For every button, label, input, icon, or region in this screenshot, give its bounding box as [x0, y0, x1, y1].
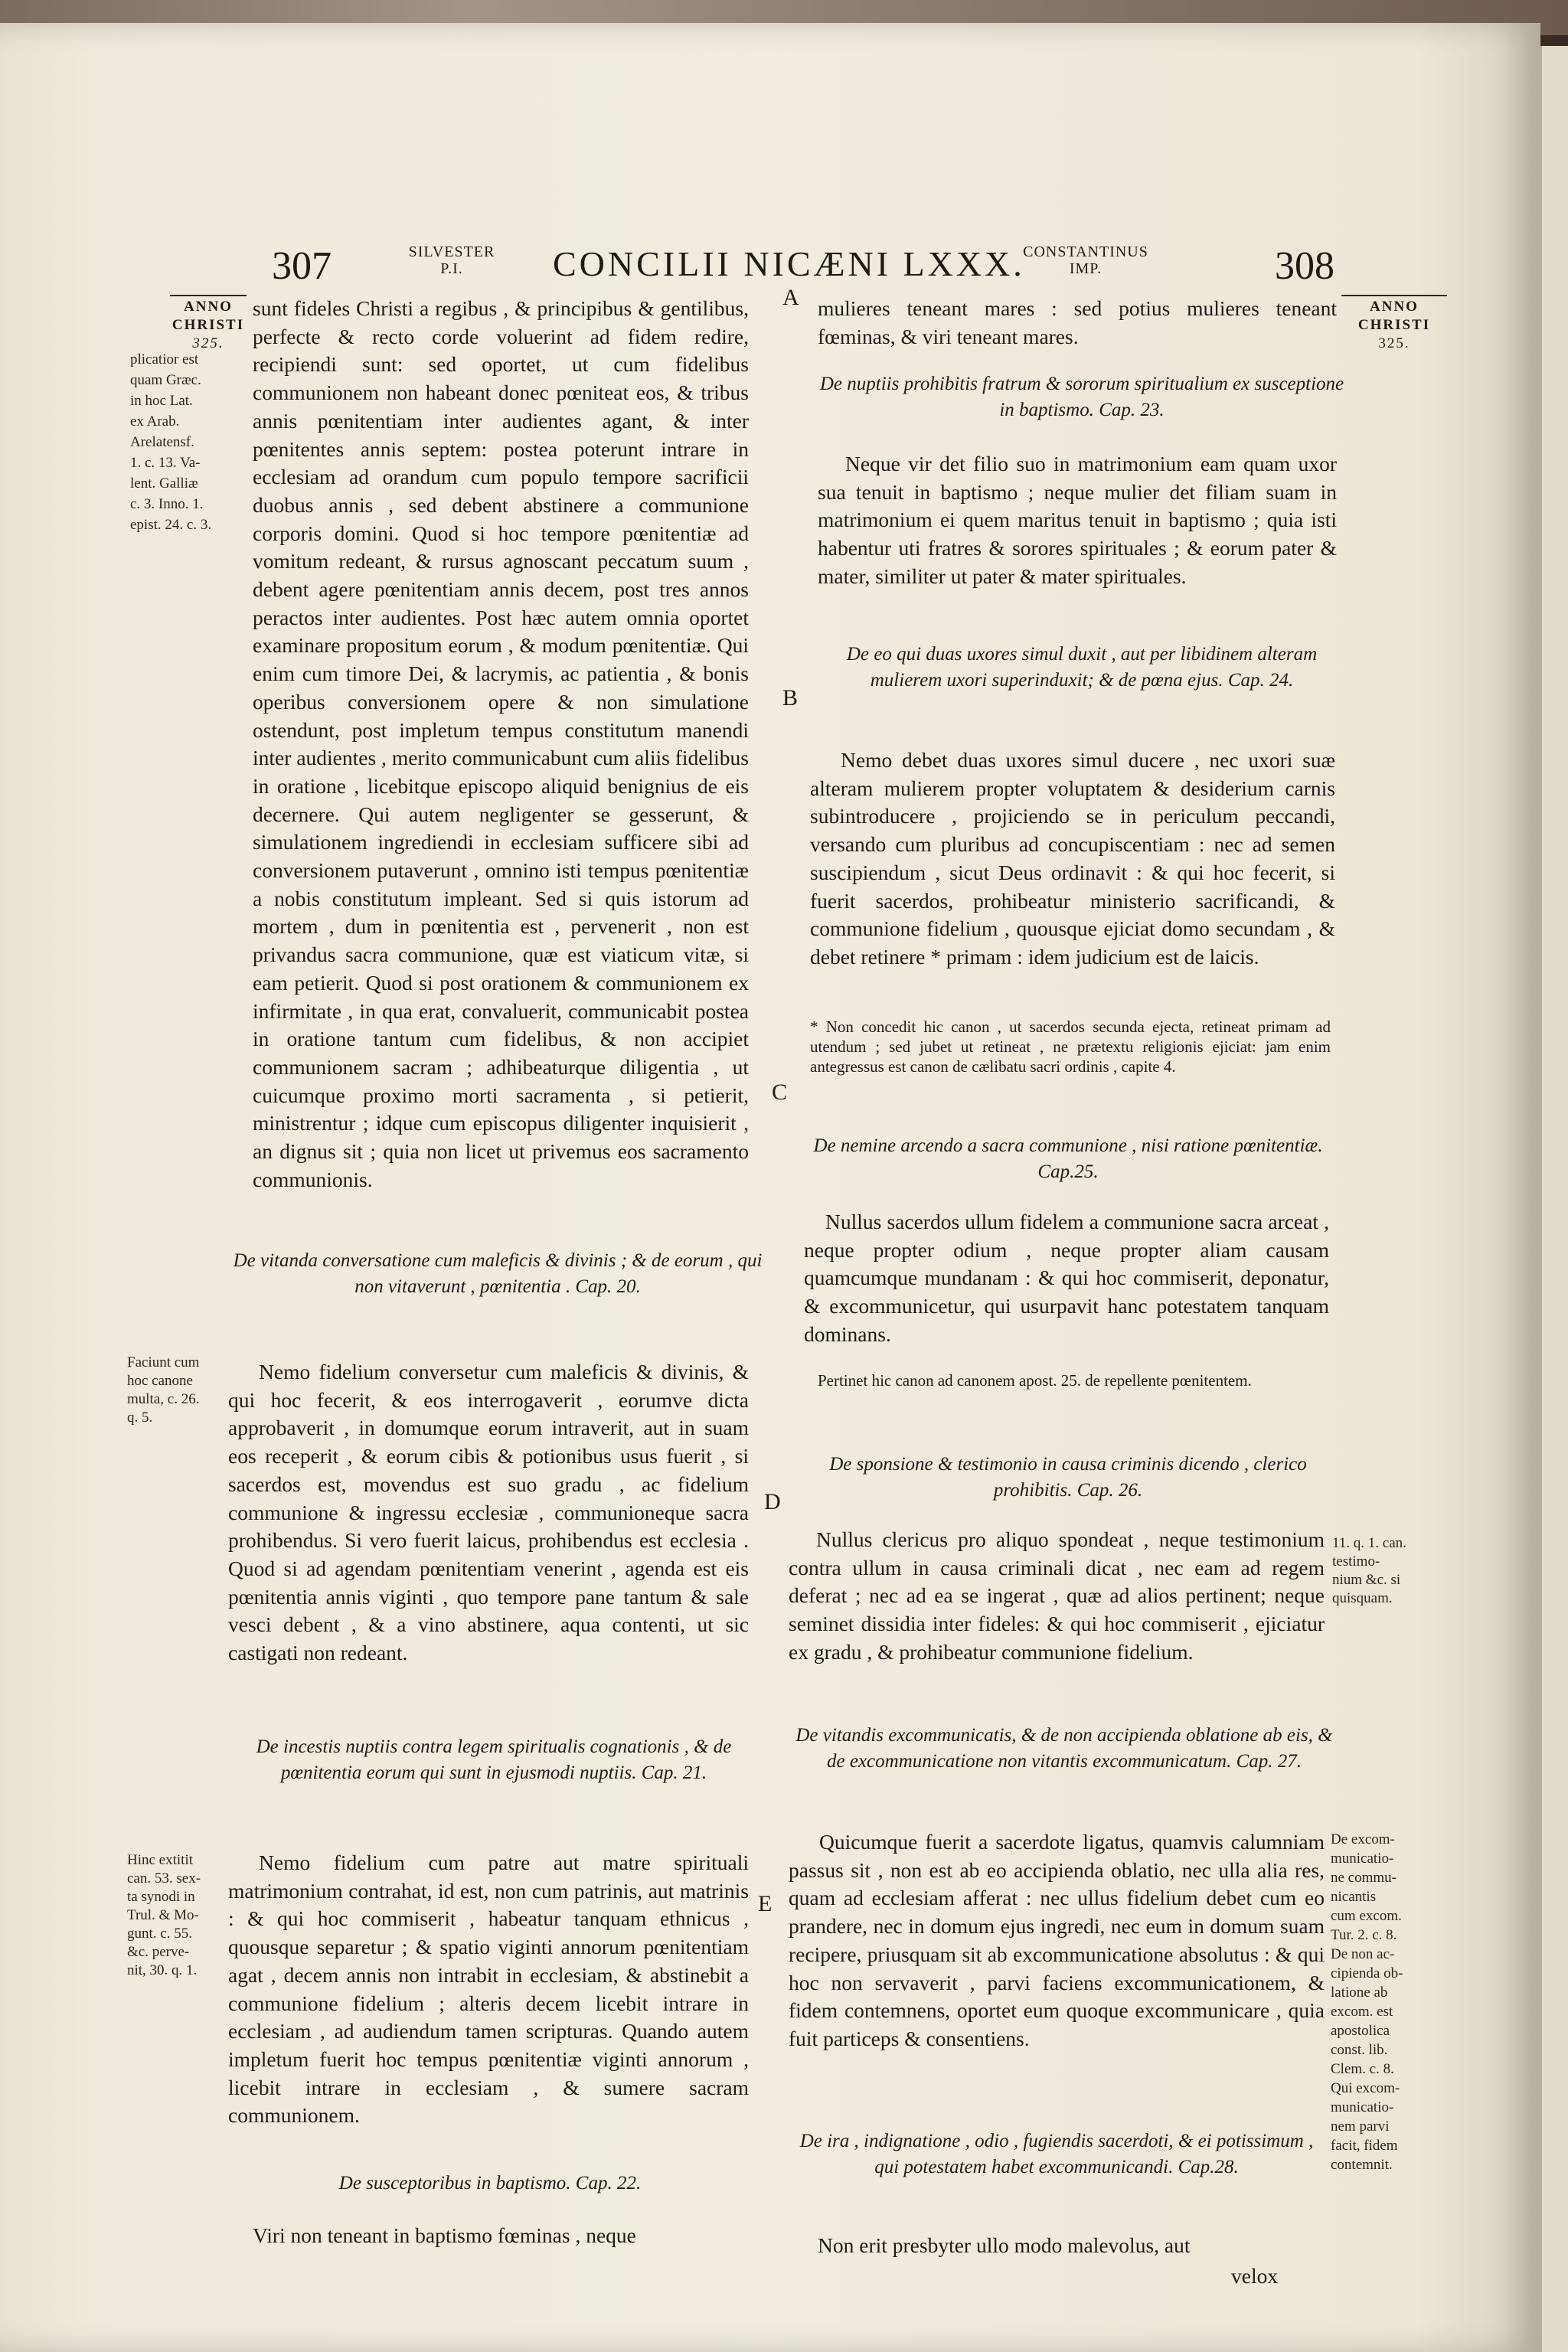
heading-cap-20: De vitanda conversatione cum maleficis & divinis ; & de eorum , qui non vitaverunt , pœnitentia . Cap. 20. [233, 1250, 763, 1297]
heading-cap-28: De ira , indignatione , odio , fugiendis sacerdoti, & ei potissimum , qui potestatem habet excommunicandi. Cap.28. [799, 2131, 1314, 2177]
margin-line: gunt. c. 55. [127, 1926, 192, 1942]
margin-line: epist. 24. c. 3. [130, 517, 212, 533]
next-page-edge [1540, 46, 1568, 2352]
margin-line: contemnit. [1331, 2157, 1393, 2173]
margin-line: cum excom. [1331, 1908, 1402, 1924]
right-column-para-27 [789, 1828, 1325, 2053]
paragraph-text: mulieres teneant mares : sed potius mulieres teneant fœminas, & viri teneant mares. [818, 296, 1337, 348]
margin-line: testimo- [1332, 1553, 1380, 1570]
margin-line: hoc canone [127, 1373, 193, 1389]
running-title: CONCILII NICÆNI LXXX. [553, 244, 1025, 283]
running-head-right [1009, 243, 1162, 277]
right-column-para-28 [818, 2232, 1331, 2260]
margin-line: Arelatensf. [130, 434, 194, 450]
margin-line: De excom- [1331, 1831, 1395, 1847]
anno-line: ANNO [184, 299, 233, 315]
margin-line: Tur. 2. c. 8. [1331, 1927, 1397, 1943]
margin-line: ne commu- [1331, 1870, 1397, 1886]
margin-line: Hinc extitit [127, 1852, 194, 1868]
margin-line: cipienda ob- [1331, 1965, 1403, 1981]
right-column-para-25 [804, 1208, 1329, 1349]
running-head-right-line: IMP. [1069, 260, 1102, 277]
margin-line: latione ab [1331, 1984, 1388, 2001]
margin-line: 11. q. 1. can. [1332, 1535, 1406, 1551]
margin-line: ta synodi in [127, 1889, 195, 1905]
margin-line: lent. Galliæ [130, 475, 198, 492]
anno-line: 325. [192, 335, 224, 351]
heading-cap-26: De sponsione & testimonio in causa criminis dicendo , clerico prohibitis. Cap. 26. [829, 1454, 1307, 1501]
right-column-para-24 [810, 746, 1335, 972]
left-column-para-22 [253, 2222, 758, 2250]
margin-line: plicatior est [130, 351, 199, 368]
right-column-para-23 [818, 450, 1337, 591]
paragraph-text: Nemo fidelium cum patre aut matre spirituali matrimonium contrahat, id est, non cum patrinis, aut matrinis : & qui hoc commiserit , habeatur tanquam ethnicus , quousque separetur ; & spatio viginti annorum pœnitentiam agat , decem annis non intrabit in ecclesiam, & abstinebit a communione fidelium ; alteris decem licebit intrare in ecclesiam , ad audiendum tamen scripturas. Quando autem impletum fuerit hoc tempus pœnitentiæ viginti annorum , licebit intrare in ecclesiam , & sumere sacram communionem. [228, 1851, 749, 2128]
margin-line: nem parvi [1331, 2118, 1390, 2135]
margin-line: Qui excom- [1331, 2080, 1400, 2096]
margin-line: in hoc Lat. [130, 393, 193, 409]
margin-line: facit, fidem [1331, 2138, 1398, 2154]
section-letter-d: D [764, 1489, 781, 1514]
margin-line: nicantis [1331, 1889, 1377, 1905]
margin-note-top-left [130, 349, 237, 535]
section-letter-b: B [782, 685, 799, 710]
margin-line: nium &c. si [1332, 1572, 1401, 1588]
section-letter-c: C [772, 1080, 788, 1105]
margin-line: quam Græc. [130, 372, 201, 388]
margin-note-cap-20 [127, 1354, 227, 1427]
paragraph-text: Non erit presbyter ullo modo malevolus, aut [818, 2233, 1191, 2257]
heading-cap-27: De vitandis excommunicatis, & de non accipienda oblatione ab eis, & de excommunicatione non vitantis excommunicatum. Cap. 27. [795, 1725, 1333, 1772]
margin-note-cap-26 [1332, 1534, 1439, 1608]
section-letter-a: A [782, 285, 799, 310]
margin-line: Clem. c. 8. [1331, 2061, 1394, 2077]
margin-line: can. 53. sex- [127, 1870, 201, 1886]
anno-christi-left [170, 295, 247, 353]
paragraph-text: Nemo debet duas uxores simul ducere , nec uxori suæ alteram mulierem propter voluptatem & desiderium carnis subintroducere , projiciendo se in periculum peccandi, versando cum pluribus ad concupiscentiam : nec ad semen suscipiendum , sicut Deus ordinavit : & qui hoc fecerit, si fuerit sacerdos, prohibeatur ministerio sacrificandi, & communione fidelium , quousque ejiciat domo secundam , & debet retinere * primam : idem judicium est de laicis. [810, 748, 1335, 969]
paragraph-text: Quicumque fuerit a sacerdote ligatus, quamvis calumniam passus sit , non est ab eo accipienda oblatio, nec ulla alia res, quam ad ecclesiam afferat : nec ullus fidelium debet cum eo prandere, nec in domum ejus ingredi, nec eum in domum suam recipere, priusquam sit ab excommunicatione absolutus : & qui hoc non servaverit , parvi faciens excommunicationem, & fidem contemnens, oportet eum quoque excommunicare , quia fuit particeps & consentiens. [789, 1830, 1325, 2050]
right-column-para-a [818, 295, 1337, 351]
margin-line: ex Arab. [130, 413, 180, 430]
margin-line: c. 3. Inno. 1. [130, 496, 204, 512]
heading-cap-22: De susceptoribus in baptismo. Cap. 22. [338, 2173, 642, 2194]
paragraph-text: Viri non teneant in baptismo fœminas , neque [253, 2223, 636, 2247]
running-head-left-line: SILVESTER [408, 243, 495, 260]
heading-cap-24: De eo qui duas uxores simul duxit , aut per libidinem alteram mulierem uxori superinduxit; & de pœna ejus. Cap. 24. [846, 644, 1318, 691]
margin-line: municatio- [1331, 2099, 1394, 2115]
margin-line: De non ac- [1331, 1946, 1395, 1962]
left-column-para-1 [253, 295, 749, 1194]
margin-note-cap-27 [1331, 1830, 1438, 2174]
page-number-right: 308 [1275, 244, 1334, 288]
heading-cap-23: De nuptiis prohibitis fratrum & sororum spiritualium ex susceptione in baptismo. Cap. 23. [819, 374, 1344, 420]
paragraph-text: Neque vir det filio suo in matrimonium eam quam uxor sua tenuit in baptismo ; neque mulier det filiam suam in matrimonium ei quem maritus tenuit in baptismo ; quia isti habentur uti fratres & sorores spirituales ; & eorum pater & mater, similiter ut pater & mater spirituales. [818, 452, 1337, 588]
margin-line: const. lib. [1331, 2042, 1388, 2058]
anno-line: CHRISTI [1357, 317, 1431, 333]
running-head-right-line: CONSTANTINUS [1023, 243, 1148, 260]
paragraph-text: Nemo fidelium conversetur cum maleficis & divinis, & qui hoc fecerit, & eos interrogaverit , eorumve dicta approbaverit , in domumque eorum intraverit, aut in suam eos receperit , & eorum cibis & potionibus usus fuerit , si sacerdos est, movendus est suo gradu , ac fidelium communione & ingressu ecclesiæ , communioneque sacra prohibendus. Si vero fuerit laicus, prohibendus est ecclesia . Quod si ad agendam pœnitentiam venerint , agenda est eis pœnitentia annis viginti , quo tempore pane tantum & sale vesci debent , & a vino abstinere, aqua contenti, ut sic castigati non redeant. [228, 1360, 749, 1665]
margin-line: quisquam. [1332, 1590, 1393, 1606]
margin-line: q. 5. [127, 1410, 153, 1426]
anno-line: 325. [1378, 335, 1410, 351]
margin-note-cap-21 [127, 1851, 227, 1980]
footnote-cap-25: Pertinet hic canon ad canonem apost. 25. de repellente pœnitentem. [818, 1371, 1252, 1390]
left-column-para-21 [228, 1849, 749, 2130]
margin-line: &c. perve- [127, 1944, 190, 1960]
anno-line: CHRISTI [172, 317, 245, 333]
margin-line: Trul. & Mo- [127, 1907, 199, 1923]
paragraph-text: Nullus sacerdos ullum fidelem a communione sacra arceat , neque propter odium , neque propter aliam causam quamcumque mundanam : & qui hoc commiserit, deponatur, & excommunicetur, qui usurpavit hanc potestatem tanquam dominans. [804, 1210, 1329, 1346]
left-column-para-20 [228, 1358, 749, 1668]
margin-line: excom. est [1331, 2004, 1393, 2020]
section-letter-e: E [758, 1891, 773, 1916]
paragraph-text: sunt fideles Christi a regibus , & principibus & gentilibus, perfecte & recto corde voluerint ad fidem redire, recipiendi sunt: sed oportet, ut cum fidelibus communionem non habeant donec pœniteat eos, & tribus annis pœnitentiam inter audientes agant, & inter pœnitentes annis septem: postea poterunt intrare in ecclesiam ad orandum cum populo tempore sacrificii duobus annis , sed debent abstinere a communione corporis domini. Quod si hoc tempore pœnitentiæ ad vomitum redeant, & rursus agnoscant peccatum suum , debent agere pœnitentiam annis decem, post tres annos peractos inter audientes. Post hæc autem omnia oportet examinare propositum eorum , & modum pœnitentiæ. Qui enim cum timore Dei, & lacrymis, ac patientia , & bonis operibus conversionem opere & non simulatione ostendunt, post impletum tempus constitutum manendi inter audientes , merito communicabunt cum aliis fidelibus in oratione , licebitque episcopo aliquid benignius de eis decernere. Qui autem negligenter se gesserunt, & simulationem ingrediendi in ecclesiam sufficere sibi ad conversionem putaverunt , omnino isti tempus pœnitentiæ a nobis constitutum impleant. Sed si quis istorum ad mortem , dum in pœnitentia est , pervenerit , non est privandus sacra communione, quæ est viaticum vitæ, si eam petierit. Quod si post orationem & communionem ex infirmitate , in qua erat, convaluerit, communicabit postea in oratione tantum cum fidelibus, & non accipiet communionem sacram ; adhibeaturque diligentia , ut cuicumque proximo morti sacramenta , si petierit, ministrentur ; idque cum episcopus diligenter inquisierit , an dignus sit ; quia non licet ut privemus eos sacramento communionis. [253, 296, 749, 1191]
running-head-left [406, 243, 498, 277]
margin-line: nit, 30. q. 1. [127, 1962, 198, 1978]
running-head-left-line: P.I. [440, 260, 463, 277]
anno-christi-right [1341, 295, 1447, 353]
heading-cap-21: De incestis nuptiis contra legem spiritualis cognationis , & de pœnitentia eorum qui sunt in ejusmodi nuptiis. Cap. 21. [256, 1736, 732, 1783]
margin-line: apostolica [1331, 2023, 1390, 2039]
catchword: velox [1231, 2264, 1279, 2288]
margin-line: municatio- [1331, 1851, 1394, 1867]
anno-line: ANNO [1370, 299, 1419, 315]
paragraph-text: Nullus clericus pro aliquo spondeat , neque testimonium contra ullum in causa criminali dicat , nec eam ad regem deferat ; nec ad ea se ingerat , quæ ad alios pertinent; neque seminet dissidia inter fideles: & qui hoc commiserit , ejiciatur ex gradu , & prohibeatur communione fidelium. [789, 1527, 1325, 1664]
footnote-cap-24: * Non concedit hic canon , ut sacerdos secunda ejecta, retineat primam ad utendum ; sed jubet ut retineat , ne prætextu religionis ejiciat: jam enim antegressus est canon de cælibatu sacri ordinis , capite 4. [810, 1018, 1331, 1076]
heading-cap-25: De nemine arcendo a sacra communione , nisi ratione pœnitentiæ. Cap.25. [813, 1135, 1323, 1182]
page-number-left: 307 [272, 244, 332, 288]
margin-line: multa, c. 26. [127, 1391, 200, 1407]
right-column-para-26 [789, 1526, 1325, 1667]
margin-line: Faciunt cum [127, 1354, 200, 1370]
margin-line: 1. c. 13. Va- [130, 455, 201, 471]
